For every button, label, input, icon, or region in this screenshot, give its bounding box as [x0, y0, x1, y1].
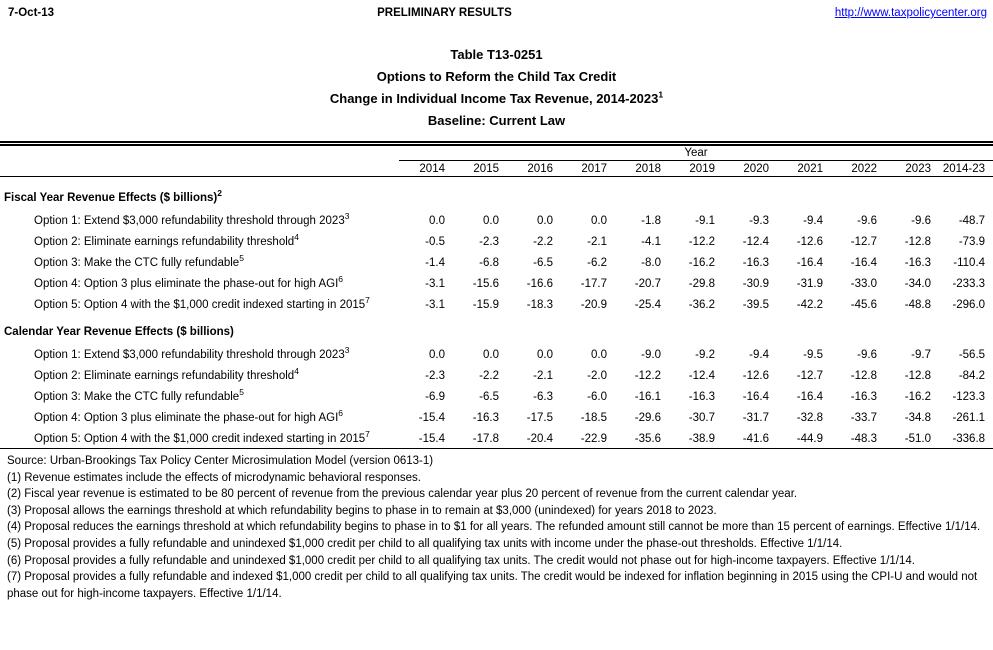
revenue-value-cell: -17.8: [472, 433, 499, 445]
option-row: [0, 248, 993, 269]
option-label-text: Option 5: Option 4 with the $1,000 credit indexed starting in 2015: [34, 299, 366, 311]
revenue-value-cell: -2.2: [479, 370, 499, 382]
table-body: [0, 177, 993, 446]
year-labels-row: [0, 161, 993, 177]
footnote-line: (2) Fiscal year revenue is estimated to be 80 percent of revenue from the previous calendar year plus 20 percent of revenue from the current calendar year.: [7, 488, 798, 501]
revenue-value-cell: 0.0: [483, 215, 499, 227]
year-column-header: 2017: [561, 161, 615, 177]
revenue-value-cell: -2.2: [533, 236, 553, 248]
revenue-value-cell: -31.7: [742, 412, 769, 424]
footnote-ref-1: 1: [658, 89, 664, 100]
option-label-text: Option 4: Option 3 plus eliminate the phase-out for high AGI: [34, 278, 339, 290]
revenue-value-cell: -17.7: [580, 278, 607, 290]
year-column-header: 2023: [885, 161, 939, 177]
revenue-value-cell: -123.3: [952, 391, 986, 403]
revenue-value-cell: -16.4: [742, 391, 769, 403]
revenue-value-cell: -42.2: [796, 299, 823, 311]
revenue-value-cell: 0.0: [483, 349, 499, 361]
revenue-value-cell: -35.6: [634, 433, 661, 445]
revenue-value-cell: -261.1: [952, 412, 986, 424]
revenue-value-cell: -12.4: [742, 236, 769, 248]
revenue-value-cell: -9.5: [803, 349, 823, 361]
revenue-value-cell: -16.3: [742, 257, 769, 269]
revenue-value-cell: -73.9: [958, 236, 986, 248]
table-subtitle: [0, 88, 993, 110]
year-column-header: 2014: [399, 161, 453, 177]
revenue-value-cell: -9.4: [803, 215, 823, 227]
option-label-text: Option 3: Make the CTC fully refundable: [34, 257, 240, 269]
revenue-value-cell: -16.3: [688, 391, 715, 403]
revenue-value-cell: -16.6: [526, 278, 553, 290]
revenue-value-cell: -20.7: [634, 278, 661, 290]
report-date: 7-Oct-13: [8, 7, 55, 19]
revenue-value-cell: -12.6: [742, 370, 769, 382]
footnote-line: (5) Proposal provides a fully refundable and unindexed $1,000 credit per child to all qualifying tax units with income under the phase-out thresholds. Effective 1/1/14.: [7, 537, 843, 550]
revenue-value-cell: -1.8: [641, 215, 661, 227]
revenue-value-cell: -31.9: [796, 278, 823, 290]
option-label-text: Option 3: Make the CTC fully refundable: [34, 391, 240, 403]
revenue-value-cell: -3.1: [425, 278, 445, 290]
revenue-value-cell: -16.4: [850, 257, 877, 269]
revenue-value-cell: -233.3: [952, 278, 986, 290]
revenue-value-cell: -12.7: [850, 236, 877, 248]
empty-header-cell: [0, 144, 399, 161]
revenue-value-cell: -9.4: [749, 349, 769, 361]
option-label-cell: [0, 424, 399, 445]
year-column-header: 2014-23: [939, 161, 993, 177]
revenue-value-cell: 0.0: [591, 215, 607, 227]
option-label-text: Option 1: Extend $3,000 refundability threshold through 2023: [34, 215, 345, 227]
revenue-value-cell: -44.9: [796, 433, 823, 445]
footnote-ref: 6: [338, 274, 344, 285]
revenue-value-cell: -2.3: [425, 370, 445, 382]
option-row: [0, 340, 993, 361]
revenue-value-cell: -16.1: [634, 391, 661, 403]
revenue-value-cell: -12.2: [688, 236, 715, 248]
footnote-ref: 2: [217, 188, 222, 199]
option-label-cell: [0, 227, 399, 248]
revenue-table: [0, 141, 993, 445]
year-column-header: 2019: [669, 161, 723, 177]
option-row: [0, 403, 993, 424]
revenue-value-cell: -17.5: [526, 412, 553, 424]
footnote-line: (6) Proposal provides a fully refundable and unindexed $1,000 credit per child to all qualifying tax units. The credit would not phase out for high-income taxpayers. Effective 1/1/14.: [7, 554, 915, 567]
revenue-value-cell: -2.1: [587, 236, 607, 248]
section-header-row: [0, 311, 993, 340]
option-row: [0, 382, 993, 403]
revenue-value-cell: -16.4: [796, 391, 823, 403]
revenue-value-cell: -9.2: [695, 349, 715, 361]
option-row: [0, 206, 993, 227]
year-group-row: [0, 144, 993, 161]
revenue-value-cell: -336.8: [952, 433, 986, 445]
year-column-header: 2015: [453, 161, 507, 177]
preliminary-results-label: PRELIMINARY RESULTS: [377, 7, 512, 19]
option-row: [0, 227, 993, 248]
revenue-value-cell: -20.4: [526, 433, 553, 445]
revenue-value-cell: -29.6: [634, 412, 661, 424]
revenue-value-cell: -296.0: [952, 299, 986, 311]
revenue-value-cell: 0.0: [537, 349, 553, 361]
footnote-line: (3) Proposal allows the earnings threshold at which refundability begins to phase in to remain at $3,000 (unindexed) for years 2018 to 2023.: [7, 504, 717, 517]
revenue-value-cell: -34.8: [904, 412, 931, 424]
revenue-value-cell: -84.2: [958, 370, 986, 382]
option-label-cell: [0, 403, 399, 424]
revenue-value-cell: -2.3: [479, 236, 499, 248]
section-header-row: [0, 177, 993, 207]
revenue-value-cell: -48.8: [904, 299, 931, 311]
revenue-value-cell: -110.4: [953, 257, 986, 269]
footnote-ref: 3: [344, 345, 350, 356]
option-label-text: Option 4: Option 3 plus eliminate the phase-out for high AGI: [34, 412, 339, 424]
revenue-value-cell: -20.9: [580, 299, 607, 311]
revenue-value-cell: -56.5: [958, 349, 986, 361]
footnotes: [0, 449, 993, 602]
subtitle-text: Change in Individual Income Tax Revenue, 2014-2023: [329, 91, 659, 106]
revenue-value-cell: -30.9: [742, 278, 769, 290]
option-label-cell: [0, 382, 399, 403]
year-group-header: Year: [399, 144, 993, 161]
revenue-value-cell: -12.8: [850, 370, 877, 382]
footnote-ref: 7: [365, 295, 370, 306]
revenue-value-cell: -38.9: [688, 433, 715, 445]
revenue-value-cell: 0.0: [591, 349, 607, 361]
option-row: [0, 424, 993, 445]
revenue-value-cell: -16.3: [850, 391, 877, 403]
section-header-text: Calendar Year Revenue Effects ($ billions): [4, 326, 234, 338]
year-column-header: 2022: [831, 161, 885, 177]
baseline-label: Baseline: Current Law: [427, 113, 566, 128]
revenue-value-cell: -6.5: [479, 391, 499, 403]
year-column-header: 2020: [723, 161, 777, 177]
option-label-cell: [0, 361, 399, 382]
option-label-text: Option 5: Option 4 with the $1,000 credit indexed starting in 2015: [34, 433, 366, 445]
revenue-value-cell: 0.0: [537, 215, 553, 227]
revenue-value-cell: -30.7: [688, 412, 715, 424]
revenue-value-cell: -33.7: [850, 412, 877, 424]
revenue-value-cell: -4.1: [641, 236, 661, 248]
revenue-value-cell: -16.3: [472, 412, 499, 424]
revenue-value-cell: -15.9: [472, 299, 499, 311]
revenue-value-cell: -22.9: [580, 433, 607, 445]
revenue-value-cell: -15.6: [472, 278, 499, 290]
revenue-value-cell: -8.0: [641, 257, 661, 269]
revenue-value-cell: -12.8: [904, 236, 931, 248]
footnote-ref: 6: [338, 408, 344, 419]
footnote-line: (4) Proposal reduces the earnings threshold at which refundability begins to phase in to $1 for all years. The refunded amount still cannot be more than 15 percent of earnings. Effective 1/1/14.: [7, 521, 981, 534]
revenue-value-cell: -0.5: [425, 236, 445, 248]
option-label-text: Option 2: Eliminate earnings refundability threshold: [34, 370, 295, 382]
revenue-value-cell: -41.6: [742, 433, 769, 445]
option-label-cell: [0, 248, 399, 269]
revenue-value-cell: -6.8: [479, 257, 499, 269]
revenue-value-cell: -18.3: [526, 299, 553, 311]
revenue-value-cell: -12.4: [688, 370, 715, 382]
revenue-value-cell: -33.0: [850, 278, 877, 290]
revenue-value-cell: -25.4: [634, 299, 661, 311]
footnote-line: (7) Proposal provides a fully refundable and indexed $1,000 credit per child to all qualifying tax units. The credit would be indexed for inflation beginning in 2015 using the CPI-U and would not phase out for high-income taxpayers. Effective 1/1/14.: [7, 571, 978, 600]
option-row: [0, 269, 993, 290]
revenue-value-cell: -12.6: [796, 236, 823, 248]
revenue-value-cell: -6.0: [587, 391, 607, 403]
option-label-text: Option 2: Eliminate earnings refundability threshold: [34, 236, 295, 248]
year-column-header: 2018: [615, 161, 669, 177]
revenue-value-cell: -9.3: [749, 215, 769, 227]
revenue-value-cell: -16.4: [796, 257, 823, 269]
source-note: Source: Urban-Brookings Tax Policy Center Microsimulation Model (version 0613-1): [7, 455, 434, 467]
revenue-value-cell: -12.2: [634, 370, 661, 382]
taxpolicycenter-link[interactable]: http://www.taxpolicycenter.org: [834, 7, 987, 19]
option-label-cell: [0, 340, 399, 361]
revenue-value-cell: 0.0: [429, 349, 445, 361]
revenue-value-cell: -9.6: [911, 215, 931, 227]
option-label-text: Option 1: Extend $3,000 refundability threshold through 2023: [34, 349, 345, 361]
revenue-value-cell: -15.4: [418, 412, 445, 424]
option-row: [0, 290, 993, 311]
revenue-value-cell: -3.1: [425, 299, 445, 311]
revenue-value-cell: -9.7: [911, 349, 931, 361]
footnote-ref: 7: [365, 429, 370, 440]
revenue-value-cell: -39.5: [742, 299, 769, 311]
table-number-title: Table T13-0251: [450, 47, 543, 62]
revenue-value-cell: -48.3: [850, 433, 877, 445]
revenue-value-cell: -9.0: [641, 349, 661, 361]
revenue-value-cell: -51.0: [904, 433, 931, 445]
revenue-value-cell: -12.7: [796, 370, 823, 382]
revenue-value-cell: -34.0: [904, 278, 931, 290]
revenue-value-cell: -6.2: [587, 257, 607, 269]
revenue-value-cell: -45.6: [850, 299, 877, 311]
revenue-value-cell: -29.8: [688, 278, 715, 290]
revenue-value-cell: -2.1: [533, 370, 553, 382]
revenue-value-cell: -16.3: [904, 257, 931, 269]
year-column-header: 2021: [777, 161, 831, 177]
revenue-value-cell: -6.9: [425, 391, 445, 403]
footnote-ref: 3: [344, 211, 350, 222]
section-header-cell: [0, 311, 993, 340]
footnote-ref: 4: [294, 366, 299, 377]
revenue-value-cell: -16.2: [904, 391, 931, 403]
revenue-value-cell: -9.6: [857, 215, 877, 227]
option-label-cell: [0, 269, 399, 290]
revenue-value-cell: -36.2: [688, 299, 715, 311]
revenue-value-cell: -2.0: [587, 370, 607, 382]
footnote-line: (1) Revenue estimates include the effects of microdynamic behavioral responses.: [7, 471, 421, 484]
revenue-value-cell: -16.2: [688, 257, 715, 269]
revenue-value-cell: 0.0: [429, 215, 445, 227]
revenue-value-cell: -6.5: [533, 257, 553, 269]
title-block: [0, 44, 993, 132]
revenue-value-cell: -18.5: [580, 412, 607, 424]
page-header: [0, 4, 993, 21]
option-row: [0, 361, 993, 382]
empty-header-cell: [0, 161, 399, 177]
section-header-text: Fiscal Year Revenue Effects ($ billions): [4, 192, 218, 204]
option-label-cell: [0, 290, 399, 311]
footnote-ref: 5: [239, 253, 244, 264]
table-head: [0, 144, 993, 177]
option-label-cell: [0, 206, 399, 227]
section-header-cell: [0, 177, 993, 207]
revenue-value-cell: -9.6: [857, 349, 877, 361]
revenue-value-cell: -32.8: [796, 412, 823, 424]
footnote-ref: 4: [294, 232, 299, 243]
revenue-value-cell: -1.4: [425, 257, 445, 269]
revenue-value-cell: -6.3: [533, 391, 553, 403]
footnote-ref: 5: [239, 387, 244, 398]
revenue-value-cell: -12.8: [904, 370, 931, 382]
revenue-value-cell: -48.7: [958, 215, 986, 227]
revenue-value-cell: -15.4: [418, 433, 445, 445]
table-main-title: Options to Reform the Child Tax Credit: [376, 69, 617, 84]
revenue-value-cell: -9.1: [695, 215, 715, 227]
year-column-header: 2016: [507, 161, 561, 177]
